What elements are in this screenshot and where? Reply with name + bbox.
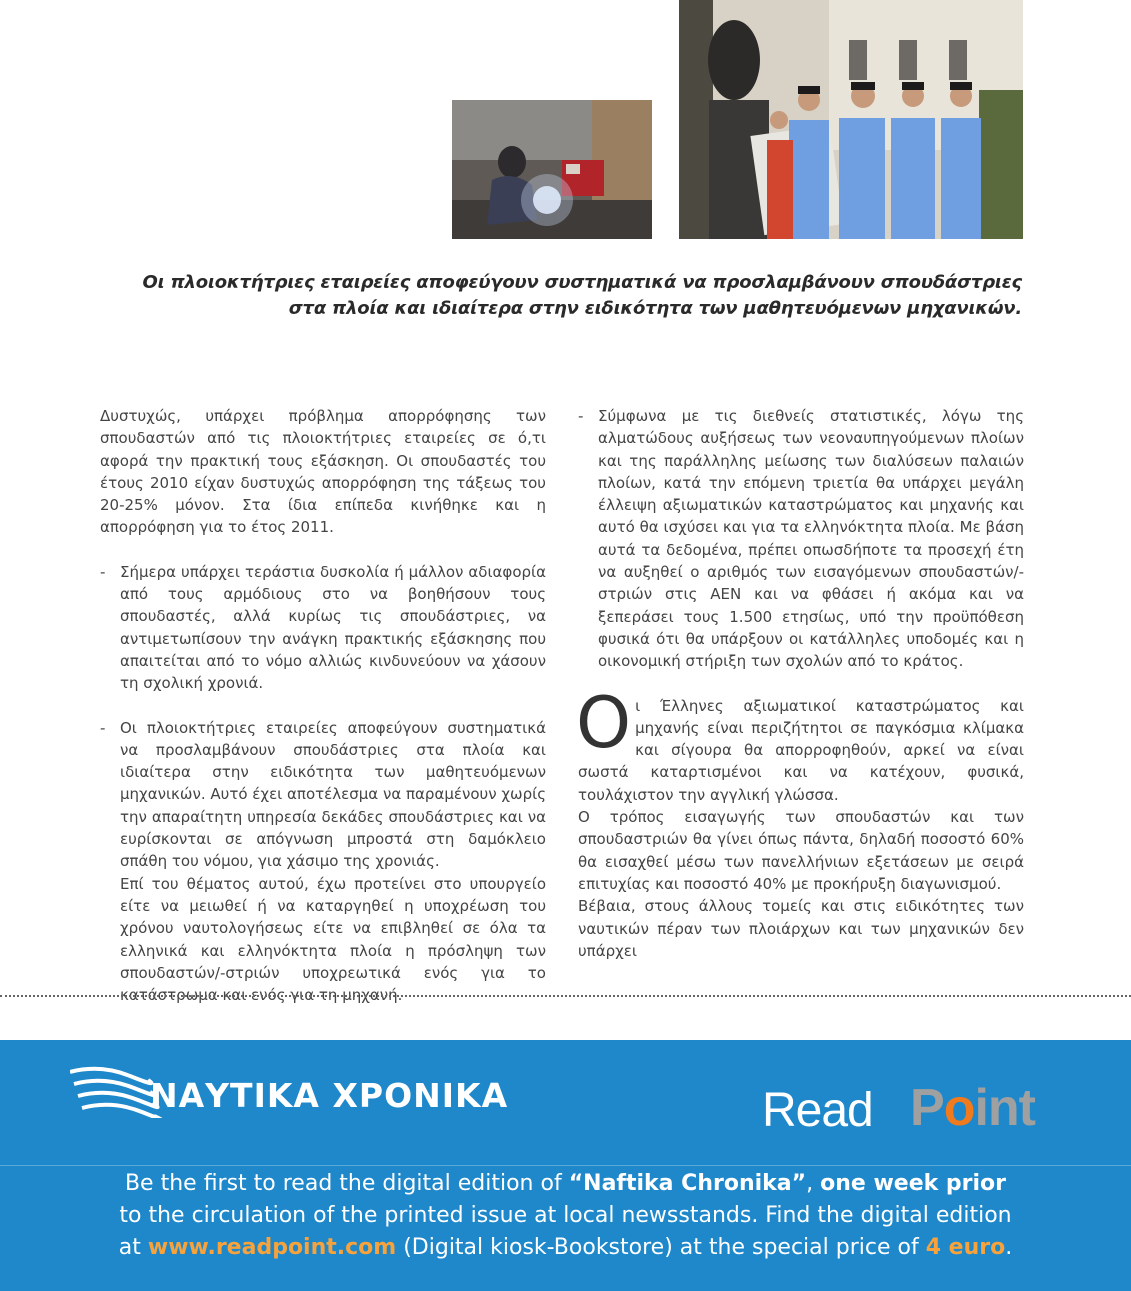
naftika-chronika-logo-text: ΝΑΥΤΙΚΑ ΧΡΟΝΙΚΑ xyxy=(150,1076,509,1115)
right-paragraph-3: Ο τρόπος εισαγωγής των σπουδαστών και των σπουδαστριών θα γίνει όπως πάντα, δηλαδή ποσοστό 60% θα εισαχθεί μέσω των πανελλήνιων εξετάσεων με σειρά επιτυχίας και ποσοστό 40% με προκήρυξη διαγωνισμού. xyxy=(578,808,1024,893)
left-paragraph-1: Δυστυχώς, υπάρχει πρόβλημα απορρόφησης των σπουδαστών από τις πλοιοκτήτριες εταιρείες σε ό,τι αφορά την πρακτική τους εξάσκηση. Οι σπουδαστές του έτους 2010 είχαν δυστυχώς απορρόφηση της τάξεως του 20-25% μόνον. Στα ίδια επίπεδα κινήθηκε και η απορρόφηση για το έτος 2011. xyxy=(100,407,546,537)
dotted-divider xyxy=(0,995,1131,997)
welding-photo xyxy=(452,100,652,239)
caption-line-1: Οι πλοιοκτήτριες εταιρείες αποφεύγουν συστηματικά να προσλαμβάνουν σπουδάστριες xyxy=(142,272,1022,293)
promo-price: 4 euro xyxy=(925,1235,1006,1260)
promo-text xyxy=(60,1168,1071,1264)
left-column xyxy=(100,405,546,1006)
right-bullet-1-text: Σύμφωνα με τις διεθνείς στατιστικές, λόγω της αλματώδους αυξήσεως των νεοναυπηγούμενων πλοίων και της παράλληλης μείωσης των διαλύσεων παλαιών πλοίων, κατά την επόμενη τριετία θα υπάρχει μεγάλη έλλειψη αξιωματικών καταστρώματος και μηχανής και αυτό θα ισχύσει και για τα ελληνόκτητα πλοία. Με βάση αυτά τα δεδομένα, πρέπει οπωσδήποτε τα προσεχή έτη να αυξηθεί ο αριθμός των εισαγόμενων σπουδαστών/-στριών στις ΑΕΝ και να φθάσει ή ακόμα και να ξεπεράσει τους 1.500 ετησίως, υπό την προϋπόθεση φυσικά ότι θα υπάρξουν οι κατάλληλες υποδομές και η οικονομική στήριξη των σχολών από το κράτος. xyxy=(598,407,1024,671)
dropcap-paragraph xyxy=(576,681,1024,806)
photo-caption xyxy=(120,270,1022,322)
promo-t10: . xyxy=(1005,1235,1013,1260)
left-bullet-1-text: Σήμερα υπάρχει τεράστια δυσκολία ή μάλλον αδιαφορία από τους αρμόδιους στο να βοηθήσουν τους σπουδαστές, αλλά κυρίως τις σπουδάστριες, να αντιμετωπίσουν την ανάγκη πρακτικής εξάσκησης που απαιτείται από το νόμο αλλιώς κινδυνεύουν να χάσουν τη σχολική χρονιά. xyxy=(120,562,546,693)
promo-t6: at xyxy=(118,1235,148,1260)
bullet-dash: - xyxy=(100,562,106,581)
readpoint-logo-point xyxy=(910,1078,1035,1138)
right-column xyxy=(578,405,1024,962)
promo-t1: Be the first to read the digital edition of xyxy=(124,1171,569,1196)
banner-separator xyxy=(0,1165,1131,1166)
left-bullet-2 xyxy=(100,717,546,873)
right-paragraph-4: Βέβαια, στους άλλους τομείς και στις ειδικότητες των ναυτικών πέραν των πλοιάρχων και των μηχανικών δεν υπάρχει xyxy=(578,897,1024,960)
rp-o: o xyxy=(943,1079,975,1137)
readpoint-url-link[interactable]: www.readpoint.com xyxy=(147,1235,397,1260)
right-bullet-1 xyxy=(578,405,1024,673)
caption-line-2: στα πλοία και ιδιαίτερα στην ειδικότητα των μαθητευόμενων μηχανικών. xyxy=(288,298,1022,319)
bullet-dash: - xyxy=(578,407,584,425)
left-bullet-2-continuation: Επί του θέματος αυτού, έχω προτείνει στο υπουργείο είτε να μειωθεί ή να καταργηθεί η υποχρέωση του χρόνου ναυτολογήσεως είτε να επιβληθεί σε όλα τα ελληνικά και ελληνόκτητα πλοία η πρόσληψη των σπουδαστών/-στριών υποχρεωτικά ενός για το κατάστρωμα και ενός για τη μηχανή. xyxy=(120,874,546,1005)
group-photo xyxy=(679,0,1023,239)
welding-photo-image xyxy=(452,100,652,239)
bullet-dash: - xyxy=(100,718,106,737)
rp-int: int xyxy=(974,1079,1035,1137)
drop-cap-letter: Ο xyxy=(576,681,632,764)
promo-t2: “Naftika Chronika” xyxy=(568,1171,807,1196)
group-photo-image xyxy=(679,0,1023,239)
promo-t3: , xyxy=(806,1171,821,1196)
left-bullet-2-text: Οι πλοιοκτήτριες εταιρείες αποφεύγουν συστηματικά να προσλαμβάνουν σπουδάστριες στα πλοία και ιδιαίτερα στην ειδικότητα των μαθητευόμενων μηχανικών. Αυτό έχει αποτέλεσμα να παραμένουν χωρίς την απαραίτητη υπηρεσία δεκάδες σπουδάστριες και να ευρίσκονται σε απόγνωση μπροστά στη δαμόκλειο σπάθη του νόμου, για χάσιμο της χρονιάς. xyxy=(120,718,546,871)
right-paragraph-2: ι Έλληνες αξιωματικοί καταστρώματος και μηχανής είναι περιζήτητοι σε παγκόσμια κλίμακα και σίγουρα θα απορροφηθούν, αρκεί να είναι σωστά καταρτισμένοι και να κατέχουν, φυσικά, τουλάχιστον την αγγλική γλώσσα. xyxy=(578,696,1024,804)
rp-p: P xyxy=(910,1079,944,1137)
promo-t5: to the circulation of the printed issue at local newsstands. Find the digital edition xyxy=(119,1203,1012,1228)
promo-t4: one week prior xyxy=(820,1171,1007,1196)
left-bullet-1 xyxy=(100,561,546,695)
promo-t8: (Digital kiosk-Bookstore) at the special price of xyxy=(396,1235,926,1260)
readpoint-logo-read: Read xyxy=(762,1084,873,1137)
